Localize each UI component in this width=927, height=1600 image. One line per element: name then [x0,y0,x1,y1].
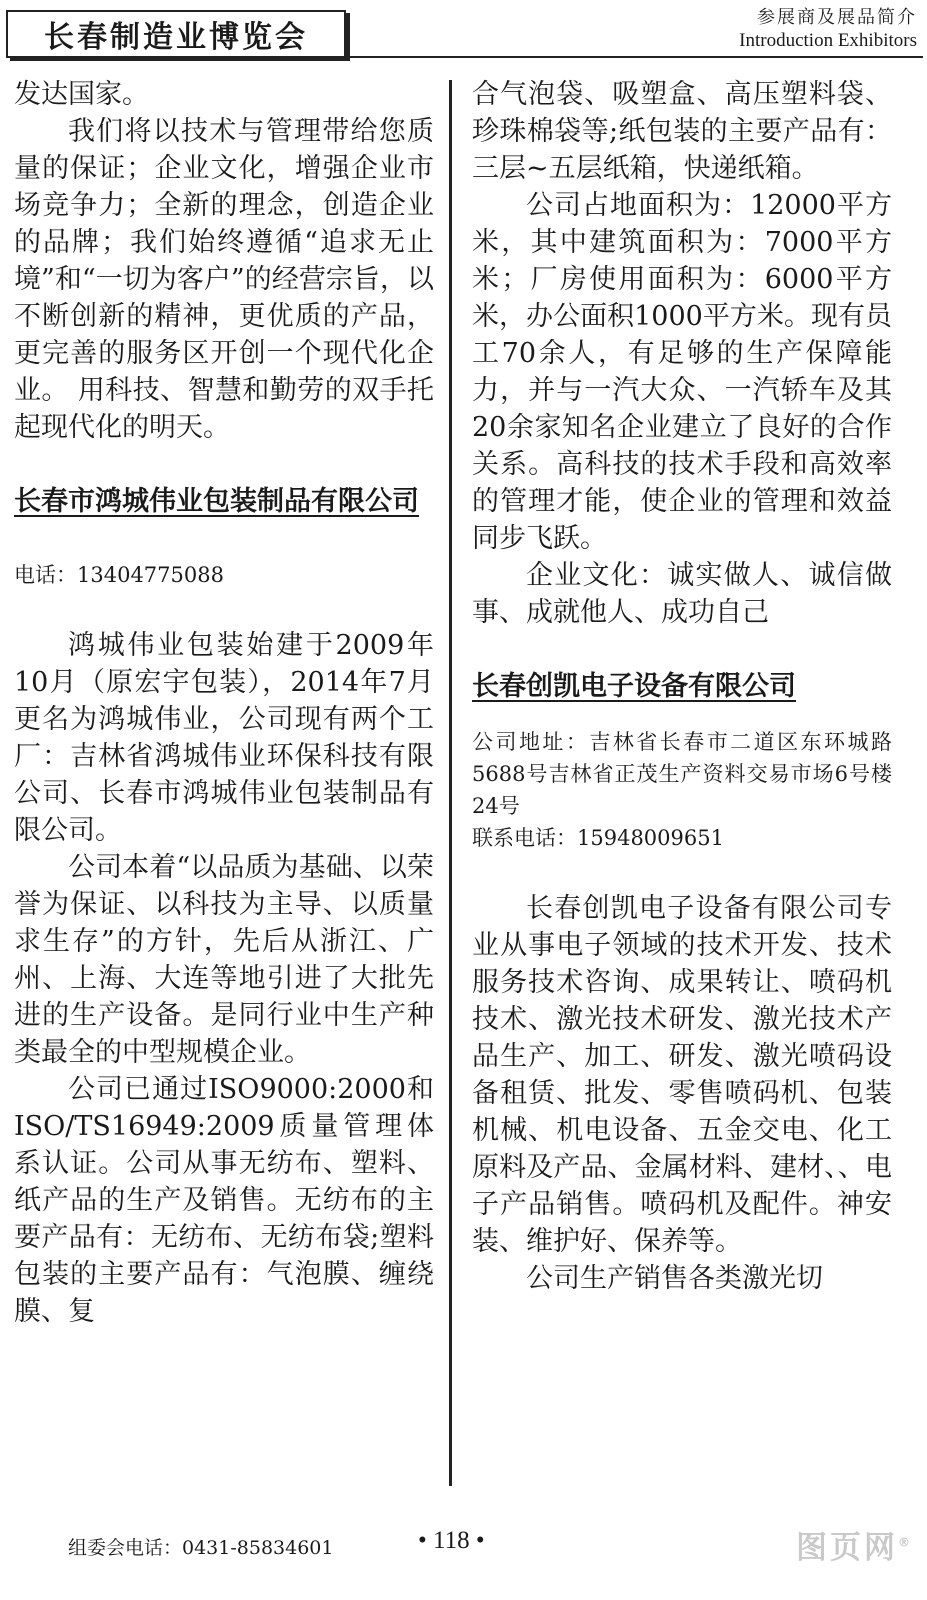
page-number: • 118 • [418,1527,485,1554]
paragraph: 我们将以技术与管理带给您质量的保证；企业文化，增强企业市场竞争力；全新的理念，创造企业的品牌；我们始终遵循“追求无止境”和“一切为客户”的经营宗旨，以不断创新的精神，更优质的产品，更完善的服务区开创一个现代化企业。 用科技、智慧和勤劳的双手托起现代化的明天。 [14,116,434,443]
watermark-text: 图页网 [796,1530,898,1566]
paragraph: 鸿城伟业包装始建于2009年10月（原宏宇包装），2014年7月更名为鸿城伟业，公司现有两个工厂：吉林省鸿城伟业环保科技有限公司、长春市鸿城伟业包装制品有限公司。 [14,630,434,846]
paragraph: 公司本着“以品质为基础、以荣誉为保证、以科技为主导、以质量求生存”的方针，先后从浙江、广州、上海、大连等地引进了大批先进的生产设备。是同行业中生产种类最全的中型规模企业。 [14,852,434,1068]
column-divider [449,80,452,1486]
company-phone: 电话：13404775088 [14,563,224,587]
paragraph: 长春创凯电子设备有限公司专业从事电子领域的技术开发、技术服务技术咨询、成果转让、喷码机技术、激光技术研发、激光技术产品生产、加工、研发、激光喷码设备租赁、批发、零售喷码机、包装机械、机电设备、五金交电、化工原料及产品、金属材料、建材、、电子产品销售。喷码机及配件。神安装、维护好、保养等。 [472,893,892,1257]
company-phone: 联系电话：15948009651 [472,826,724,850]
paragraph: 公司已通过ISO9000:2000和ISO/TS16949:2009质量管理体系认证。公司从事无纺布、塑料、纸产品的生产及销售。无纺布的主要产品有：无纺布、无纺布袋;塑料包装的主要产品有：气泡膜、缠绕膜、复 [14,1074,434,1327]
paragraph: 合气泡袋、吸塑盒、高压塑料袋、珍珠棉袋等;纸包装的主要产品有：三层~五层纸箱，快递纸箱。 [472,79,892,184]
paragraph: 公司占地面积为：12000平方米，其中建筑面积为：7000平方米；厂房使用面积为：6000平方米，办公面积1000平方米。现有员工70余人，有足够的生产保障能力，并与一汽大众、一汽轿车及其20余家知名企业建立了良好的合作关系。高科技的技术手段和高效率的管理才能，使企业的管理和效益同步飞跃。 [472,190,892,554]
committee-phone: 组委会电话：0431-85834601 [68,1537,334,1559]
company-title: 长春创凯电子设备有限公司 [472,671,796,702]
paragraph: 发达国家。 [14,79,149,110]
registered-mark: ® [898,1535,913,1550]
left-column [14,76,434,1330]
paragraph: 公司生产销售各类激光切 [526,1263,823,1294]
section-label-cn: 参展商及展品简介 [757,7,917,28]
company-title: 长春市鸿城伟业包装制品有限公司 [14,486,419,517]
section-label-en: Introduction Exhibitors [739,30,917,51]
watermark-logo [796,1522,913,1567]
page-header [0,0,927,62]
paragraph: 企业文化：诚实做人、诚信做事、成就他人、成功自己 [472,560,892,628]
header-rule [348,56,923,58]
section-label [739,6,917,52]
expo-title: 长春制造业博览会 [6,10,346,58]
right-column [472,76,892,1297]
company-address: 公司地址：吉林省长春市二道区东环城路5688号吉林省正茂生产资料交易市场6号楼24号 [472,730,892,818]
